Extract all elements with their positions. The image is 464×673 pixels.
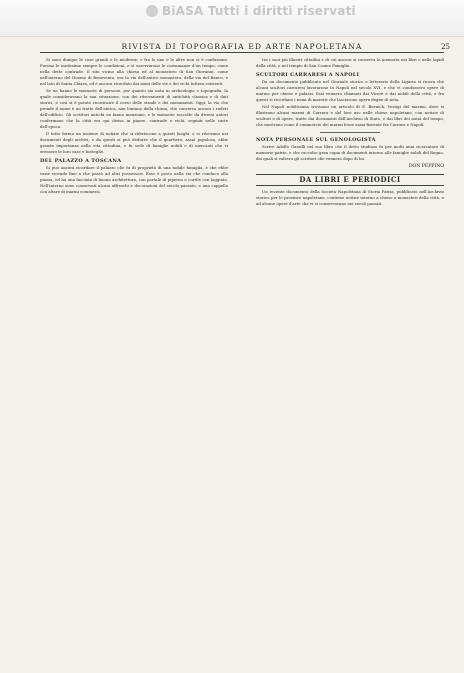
paragraph: Si può ancora ricordare il palazzo che fu di proprietà di una nobile famiglia, e che ebbe varie vicende fino a che passò ad altri possessori. Esso è posto nella via che conduce alla piazza, ed ha una facciata di buona architettura, con portale di piperno e cortile con loggiato. Nell'interno sono conservati alcuni affreschi e decorazioni del secolo passato, e una cappella con altare di marmi commessi. (40, 165, 228, 194)
section-heading: DEL PALAZZO A TOSCANA (40, 158, 122, 164)
left-column (40, 57, 228, 196)
paragraph: Se ne hanno le memorie di persone, per quanto sia nota in archeologia e topografia, la quale consideravano la sua situazione, con dei ritrovamenti di antichità classica e di dati storici, e così si è potuto ricostruire il corso delle strade e dei monumenti. Oggi, la via che prende il nome è un tratto dell'antica, non lontano dalla chiesa, che conserva ancora i ruderi dell'edificio. Gli scrittori antichi ne fanno menzione, e le memorie raccolte da diversi autori confermano che la città era qui divisa in piazze, contrade e vichi, segnati nelle carte dell'epoca. (40, 88, 228, 129)
paragraph: tra i suoi più illustri cittadini e di cui ancora si conserva la memoria nei libri e nelle lapidi della città, e nel tempio di San Cosmo Famiglia. (256, 57, 444, 68)
paragraph: Un recente documento della Società Napoletana di Storia Patria, pubblicato nell'Archivio storico per le province napoletane, contiene notizie intorno a chiese e monasteri della città, e ad alcune opere d'arte che vi si conservavano nei secoli passati. (256, 189, 444, 206)
watermark-banner (0, 0, 464, 37)
watermark-label: BiASA Tutti i diritti riservati (162, 4, 356, 18)
signature: DON PEPPINO (408, 164, 444, 169)
paragraph: Si sono dunque le cose grandi e le moderne; e fra le une e le altre non vi è confusione. Furono le medesime sempre le condizioni, e si osservarono le costumanze d'un tempo, come nella dette contrade. Il sito vicino alla chiesa ed al monastero di San Giovanni, come nell'interno del Duomo di Benevento, era la via dell'antico monastero, della via del Banco, e nel lato di Santa Chiara, ed è ancora ricordato dai nomi delle vie e dei vichi tuttora esistenti. (40, 57, 228, 86)
paragraph: Nel Napoli nobilissima troviamo un articolo di E. Bernich, Vestigi del marmo, dove si illustrano alcuni marmi di Carrara e del loro uso nelle chiese napoletane, con notizie di scultori e di opere, tratte dai documenti dell'Archivio di Stato, e dai libri dei notai del tempo, che mostrano come il commercio dei marmi fosse assai fiorente fra Carrara e Napoli. (256, 104, 444, 127)
watermark-text (146, 4, 356, 18)
paragraph: Da un documento pubblicato nel Giornale storico e letterario della Liguria si ricava che alcuni scultori carraresi lavorarono in Napoli nel secolo XVI, e che vi condussero opere di marmo per chiese e palazzi. Essi vennero chiamati dai Vicerè e dai nobili della città, e fra questi si ricordano i nomi di maestri che lasciarono opere degne di nota. (256, 79, 444, 102)
page-header: RIVISTA DI TOPOGRAFIA ED ARTE NAPOLETANA (121, 42, 363, 51)
section-title: DA LIBRI E PERIODICI (256, 174, 444, 186)
right-column (256, 57, 444, 208)
page-number: 25 (441, 43, 450, 51)
paragraph: Il tutto forma un insieme di notizie che si riferiscono a questi luoghi, e si ritrovano nei documenti degli archivi; e da questi si può dedurre che il quartiere, assai popoloso, ebbe grande importanza nella vita cittadina, e fu sede di famiglie nobili e di mercanti che vi eressero le loro case e botteghe. (40, 131, 228, 154)
paragraph: Scrive Adolfo Garzilli nel suo libro che il dotto studioso fu per molti anni ricercatore di memorie patrie, e che raccolse gran copia di documenti intorno alle famiglie nobili del Regno, dei quali si valsero gli scrittori che vennero dopo di lui. (256, 144, 444, 161)
divider (320, 132, 380, 133)
bee-logo-icon (146, 5, 158, 17)
section-heading: NOTA PERSONALE SUL GENOLOGISTA (256, 137, 376, 143)
section-heading: SCULTORI CARRARESI A NAPOLI (256, 72, 360, 78)
header-rule (40, 52, 444, 53)
